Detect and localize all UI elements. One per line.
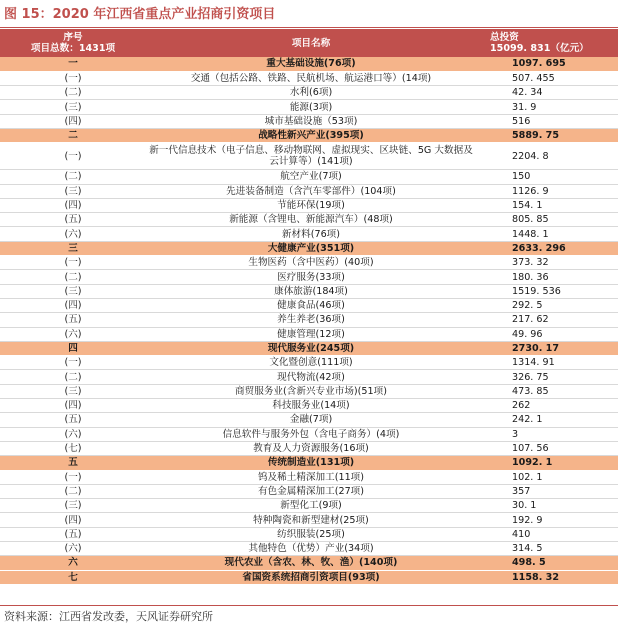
row-number: (六) [0,542,146,556]
table-body [0,57,618,584]
row-number: (一) [0,143,146,170]
row-number: (七) [0,441,146,455]
row-investment: 1097. 695 [476,57,618,71]
row-number: (三) [0,184,146,198]
header-investment [476,29,618,57]
row-name: 生物医药（含中医药）(40项) [146,256,476,270]
header-seq [0,29,146,57]
table-row [0,399,618,413]
row-investment: 30. 1 [476,499,618,513]
table-row [0,256,618,270]
row-number: (二) [0,370,146,384]
table-row [0,470,618,484]
row-number: 七 [0,570,146,584]
row-investment: 102. 1 [476,470,618,484]
row-name: 新能源（含锂电、新能源汽车）(48项) [146,213,476,227]
row-name: 文化暨创意(111项) [146,356,476,370]
table-row [0,227,618,241]
row-name: 康体旅游(184项) [146,284,476,298]
row-investment: 2730. 17 [476,341,618,355]
row-investment: 2204. 8 [476,143,618,170]
row-investment: 473. 85 [476,384,618,398]
table-row [0,170,618,184]
row-number: (三) [0,384,146,398]
table-row [0,427,618,441]
row-investment: 1519. 536 [476,284,618,298]
row-name: 金融(7项) [146,413,476,427]
row-number: (四) [0,114,146,128]
row-name: 纺织服装(25项) [146,527,476,541]
header-name: 项目名称 [146,29,476,57]
category-row [0,456,618,470]
investment-table [0,29,618,585]
header-invest-total: 15099. 831（亿元） [490,43,589,54]
table-row [0,184,618,198]
header-total-count: 项目总数：1431项 [30,43,116,54]
row-investment: 42. 34 [476,86,618,100]
row-name: 现代物流(42项) [146,370,476,384]
row-investment: 3 [476,427,618,441]
row-number: (四) [0,399,146,413]
row-investment: 516 [476,114,618,128]
row-investment: 507. 455 [476,71,618,85]
row-investment: 1092. 1 [476,456,618,470]
row-investment: 1448. 1 [476,227,618,241]
row-investment: 410 [476,527,618,541]
row-investment: 107. 56 [476,441,618,455]
row-investment: 1126. 9 [476,184,618,198]
category-row [0,341,618,355]
table-row [0,527,618,541]
row-name: 大健康产业(351项) [146,241,476,255]
row-number: (五) [0,313,146,327]
row-name: 先进装备制造（含汽车零部件）(104项) [146,184,476,198]
figure-title: 图 15：2020 年江西省重点产业招商引资项目 [4,7,276,22]
table-row [0,356,618,370]
row-name: 交通（包括公路、铁路、民航机场、航运港口等）(14项) [146,71,476,85]
row-number: 三 [0,241,146,255]
table-row [0,413,618,427]
row-number: (三) [0,100,146,114]
row-number: (四) [0,198,146,212]
row-number: (五) [0,213,146,227]
table-row [0,198,618,212]
table-row [0,213,618,227]
table-row [0,86,618,100]
row-investment: 192. 9 [476,513,618,527]
table-row [0,370,618,384]
category-row [0,556,618,570]
category-row [0,241,618,255]
table-row [0,484,618,498]
table-row [0,284,618,298]
table-row [0,542,618,556]
row-investment: 805. 85 [476,213,618,227]
table-row [0,384,618,398]
row-name: 能源(3项) [146,100,476,114]
row-name: 特种陶瓷和新型建材(25项) [146,513,476,527]
row-number: (三) [0,284,146,298]
row-investment: 2633. 296 [476,241,618,255]
category-row [0,128,618,142]
row-investment: 31. 9 [476,100,618,114]
row-investment: 1158. 32 [476,570,618,584]
source-rule [0,605,618,606]
row-investment: 154. 1 [476,198,618,212]
row-investment: 5889. 75 [476,128,618,142]
row-name: 健康食品(46项) [146,298,476,312]
row-name: 节能环保(19项) [146,198,476,212]
table-row [0,441,618,455]
row-number: 五 [0,456,146,470]
row-investment: 1314. 91 [476,356,618,370]
row-investment: 314. 5 [476,542,618,556]
table-header [0,29,618,57]
row-name: 钨及稀土精深加工(11项) [146,470,476,484]
row-number: (一) [0,256,146,270]
row-number: 一 [0,57,146,71]
row-number: (一) [0,356,146,370]
row-investment: 262 [476,399,618,413]
row-number: (六) [0,227,146,241]
category-row [0,57,618,71]
row-number: (二) [0,170,146,184]
row-name: 教育及人力资源服务(16项) [146,441,476,455]
row-investment: 150 [476,170,618,184]
row-number: 二 [0,128,146,142]
row-investment: 49. 96 [476,327,618,341]
table-row [0,298,618,312]
row-number: (四) [0,513,146,527]
row-name: 有色金属精深加工(27项) [146,484,476,498]
row-investment: 292. 5 [476,298,618,312]
row-name: 城市基础设施（53项) [146,114,476,128]
row-number: (一) [0,470,146,484]
row-investment: 326. 75 [476,370,618,384]
row-investment: 373. 32 [476,256,618,270]
table-row [0,327,618,341]
row-number: (四) [0,298,146,312]
row-name: 水利(6项) [146,86,476,100]
row-name: 新材料(76项) [146,227,476,241]
row-name: 航空产业(7项) [146,170,476,184]
row-name: 医疗服务(33项) [146,270,476,284]
source-note: 资料来源：江西省发改委，天风证券研究所 [4,610,213,623]
row-name: 省国资系统招商引资项目(93项) [146,570,476,584]
row-number: 六 [0,556,146,570]
row-number: (一) [0,71,146,85]
row-investment: 242. 1 [476,413,618,427]
row-number: 四 [0,341,146,355]
table-row [0,100,618,114]
row-name: 传统制造业(131项) [146,456,476,470]
row-number: (二) [0,86,146,100]
category-row [0,570,618,584]
row-name: 新一代信息技术（电子信息、移动物联网、虚拟现实、区块链、5G 大数据及云计算等）(141项) [146,143,476,170]
table-row [0,71,618,85]
title-rule [0,27,618,28]
row-number: (五) [0,413,146,427]
row-investment: 217. 62 [476,313,618,327]
row-investment: 180. 36 [476,270,618,284]
row-name: 科技服务业(14项) [146,399,476,413]
row-name: 现代服务业(245项) [146,341,476,355]
table-row [0,143,618,170]
row-number: (二) [0,270,146,284]
row-investment: 498. 5 [476,556,618,570]
row-name: 新型化工(9项) [146,499,476,513]
table-row [0,499,618,513]
table-row [0,114,618,128]
row-name: 其他特色（优势）产业(34项) [146,542,476,556]
row-name: 现代农业（含农、林、牧、渔）(140项) [146,556,476,570]
table-row [0,513,618,527]
table-row [0,313,618,327]
row-investment: 357 [476,484,618,498]
row-name: 信息软件与服务外包（含电子商务）(4项) [146,427,476,441]
row-number: (六) [0,427,146,441]
row-number: (二) [0,484,146,498]
row-name: 健康管理(12项) [146,327,476,341]
header-invest-label: 总投资 [490,32,519,43]
row-number: (六) [0,327,146,341]
row-name: 商贸服务业(含新兴专业市场)(51项) [146,384,476,398]
row-number: (三) [0,499,146,513]
header-seq-label: 序号 [63,32,83,43]
table-row [0,270,618,284]
row-name: 养生养老(36项) [146,313,476,327]
row-number: (五) [0,527,146,541]
row-name: 重大基础设施(76项) [146,57,476,71]
row-name: 战略性新兴产业(395项) [146,128,476,142]
